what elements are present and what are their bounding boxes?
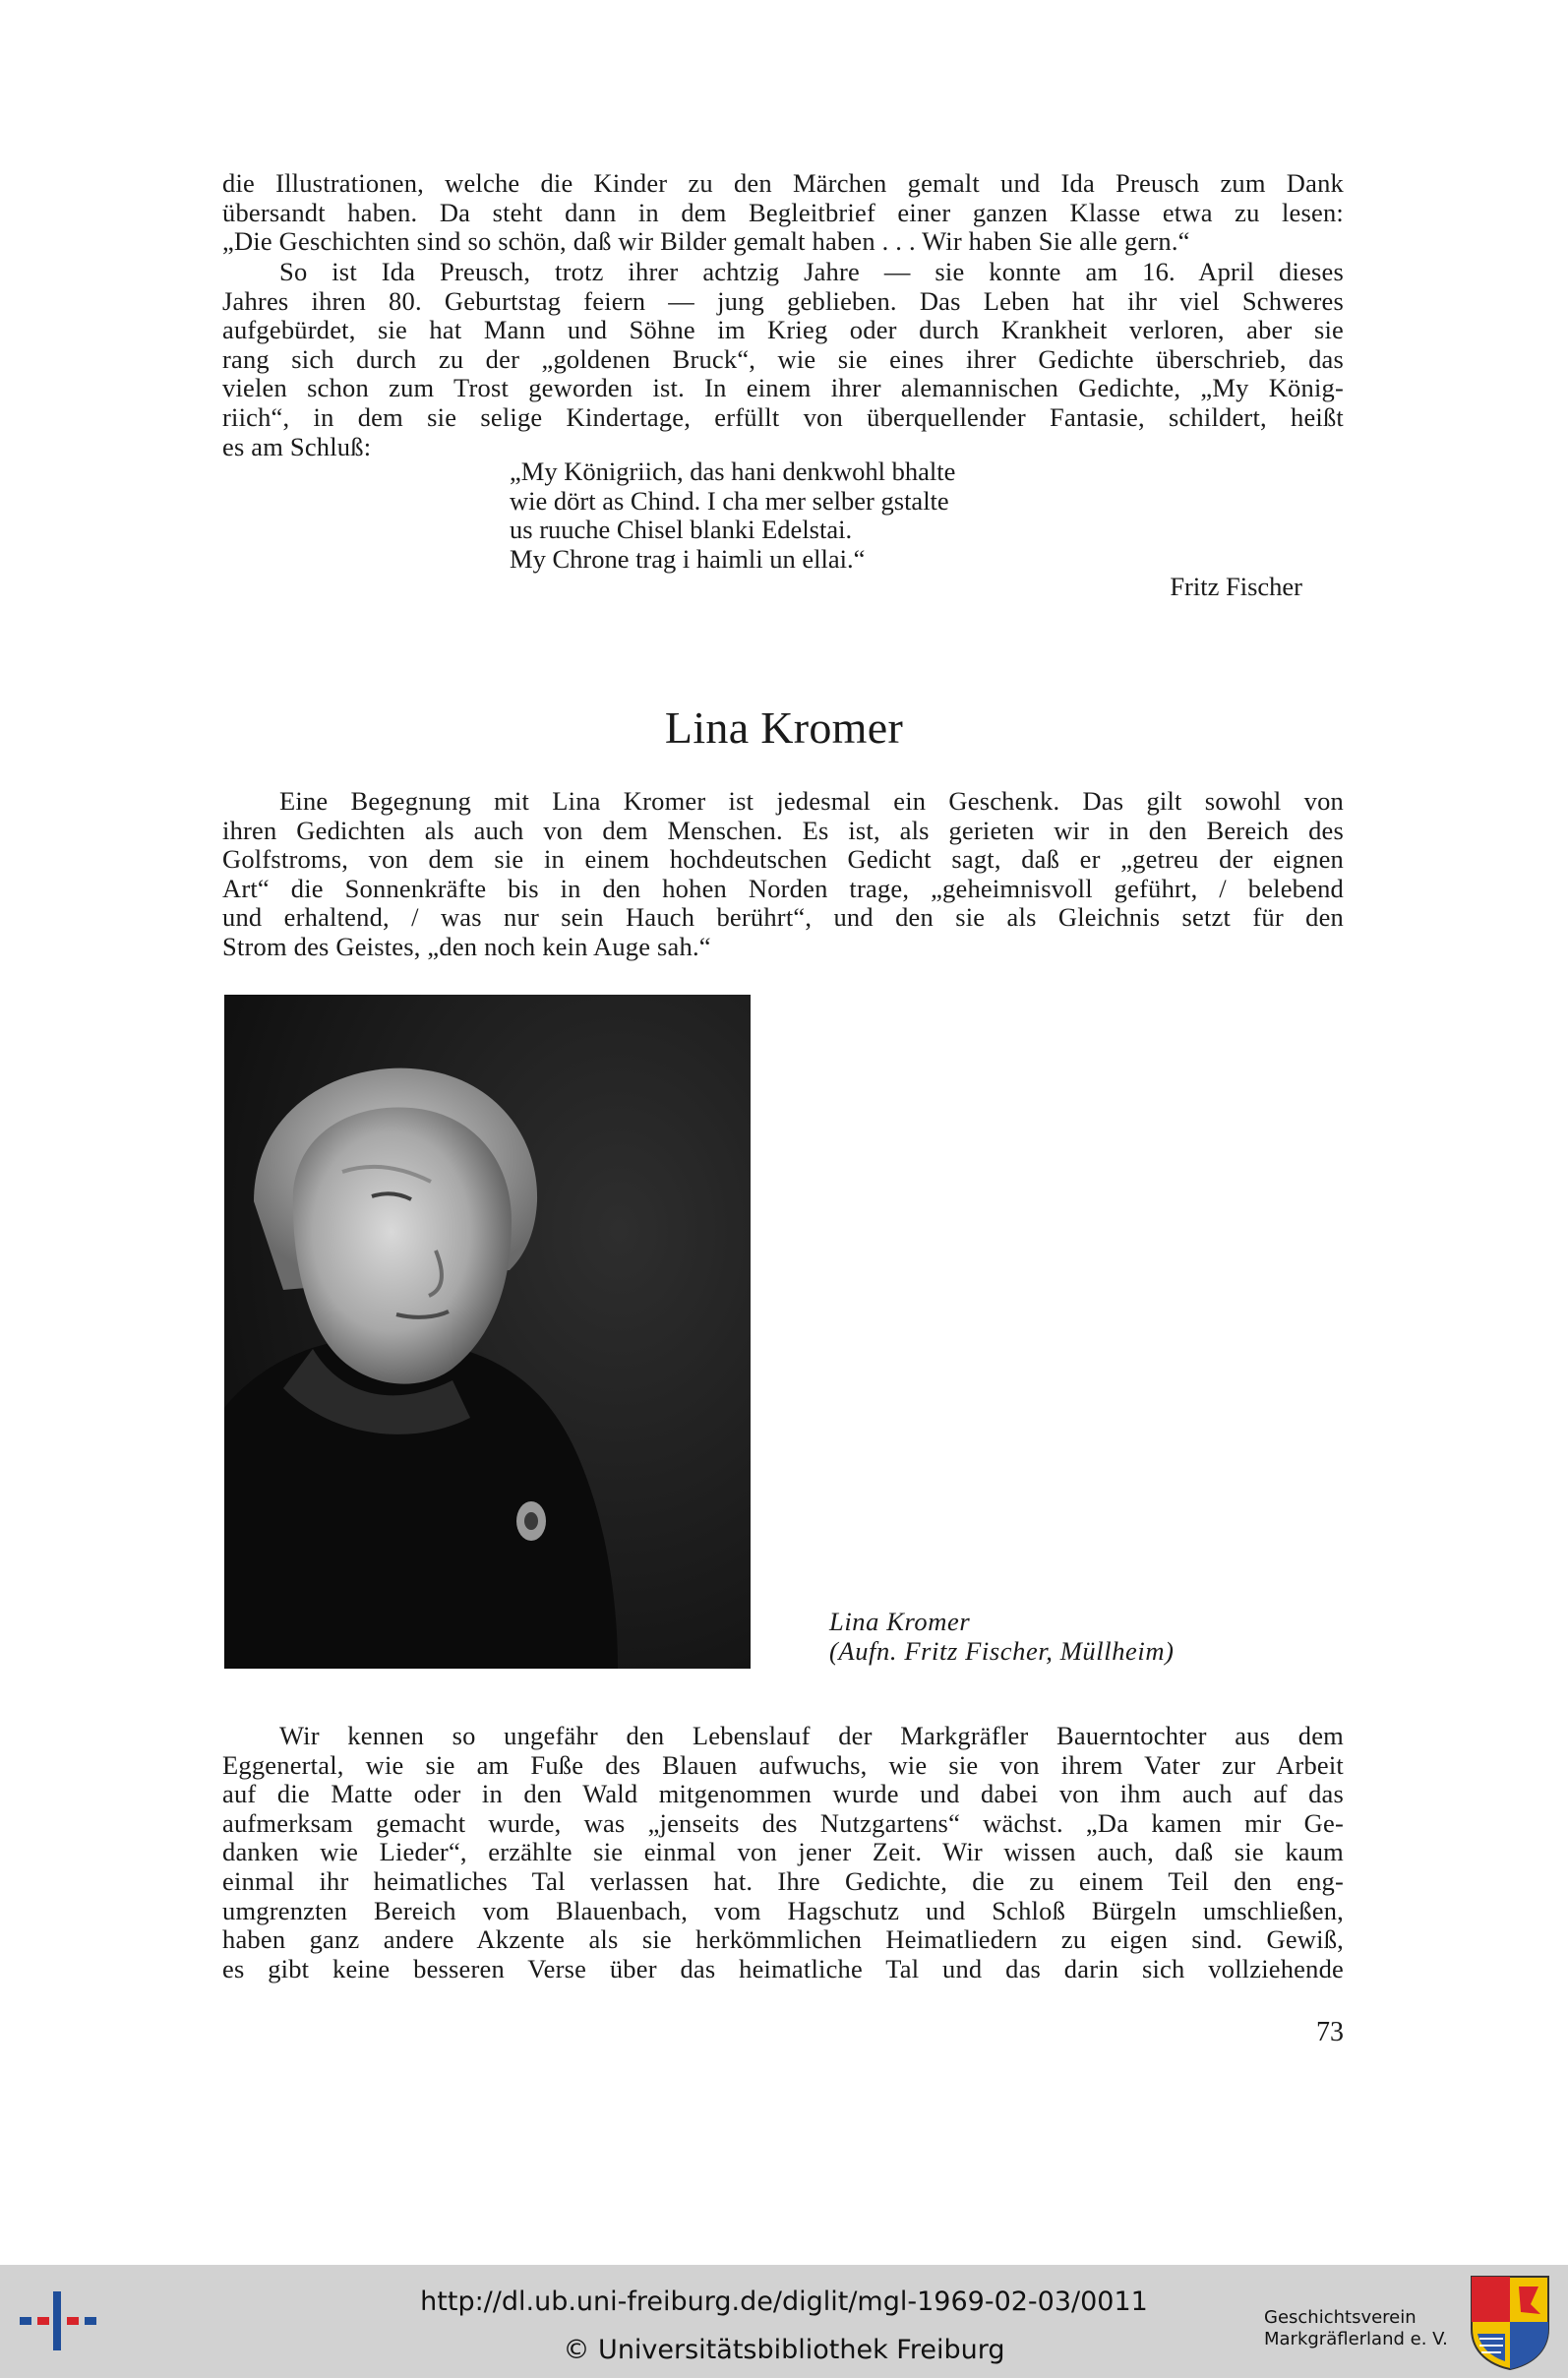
text-line: Strom des Geistes, „den noch kein Auge sah.“ xyxy=(222,931,711,961)
text-line: übersandt haben. Da steht dann in dem Begleitbrief einer ganzen Klasse etwa zu lesen: xyxy=(222,197,1344,227)
text-line: aufgebürdet, sie hat Mann und Söhne im Krieg oder durch Krankheit verloren, aber sie xyxy=(222,315,1344,345)
text-line: aufmerksam gemacht wurde, was „jenseits des Nutzgartens“ wächst. „Da kamen mir Ge- xyxy=(222,1807,1344,1838)
text-line: So ist Ida Preusch, trotz ihrer achtzig Jahre — sie konnte am 16. April dieses xyxy=(279,257,1344,286)
poem-line: „My Königriich, das hani denkwohl bhalte xyxy=(510,457,956,486)
footer-bar xyxy=(0,2265,1568,2378)
paragraph-intro xyxy=(222,787,1344,962)
text-line: Eggenertal, wie sie am Fuße des Blauen aufwuchs, wie sie von ihrem Vater zur Arbeit xyxy=(222,1749,1344,1780)
text-line: einmal ihr heimatliches Tal verlassen hat. Ihre Gedichte, die zu einem Teil den eng- xyxy=(222,1865,1344,1896)
poem-line: us ruuche Chisel blanki Edelstai. xyxy=(510,515,853,545)
paragraph-ida-preusch-birthday xyxy=(222,258,1344,461)
caption-name: Lina Kromer xyxy=(829,1607,971,1636)
text-line: umgrenzten Bereich vom Blauenbach, vom Hagschutz und Schloß Bürgeln umschließen, xyxy=(222,1895,1344,1925)
text-line: auf die Matte oder in den Wald mitgenommen wurde und dabei von ihm auch auf das xyxy=(222,1779,1344,1809)
text-line: haben ganz andere Akzente als sie herkömmlichen Heimatliedern zu eigen sind. Gewiß, xyxy=(222,1924,1344,1955)
text-line: ihren Gedichten als auch von dem Menschen. Es ist, als gerieten wir in den Bereich des xyxy=(222,815,1344,845)
text-line: die Illustrationen, welche die Kinder zu den Märchen gemalt und Ida Preusch zum Dank xyxy=(222,168,1344,198)
text-line: Golfstroms, von dem sie in einem hochdeutschen Gedicht sagt, daß er „getreu der eignen xyxy=(222,844,1344,875)
text-line: Art“ die Sonnenkräfte bis in den hohen Norden trage, „geheimnisvoll geführt, / belebend xyxy=(222,873,1344,903)
caption-credit: (Aufn. Fritz Fischer, Müllheim) xyxy=(829,1636,1175,1666)
text-line: es gibt keine besseren Verse über das heimatliche Tal und das darin sich vollziehende xyxy=(222,1953,1344,1983)
text-line: danken wie Lieder“, erzählte sie einmal von jener Zeit. Wir wissen auch, daß sie kaum xyxy=(222,1837,1344,1867)
association-name-line: Geschichtsverein xyxy=(1264,2307,1417,2328)
text-line: es am Schluß: xyxy=(222,431,372,461)
text-line: Eine Begegnung mit Lina Kromer ist jedesmal ein Geschenk. Das gilt sowohl von xyxy=(279,786,1344,816)
text-line: rang sich durch zu der „goldenen Bruck“, wie sie eines ihrer Gedichte überschrieb, das xyxy=(222,343,1344,374)
portrait-figure xyxy=(224,995,751,1669)
copyright-notice: © Universitätsbibliothek Freiburg xyxy=(563,2335,1005,2365)
text-line: und erhaltend, / was nur sein Hauch berührt“, und den sie als Gleichnis setzt für den xyxy=(222,902,1344,933)
association-name xyxy=(1264,2307,1448,2350)
text-line: Wir kennen so ungefähr den Lebenslauf der Markgräfler Bauerntochter aus dem xyxy=(279,1721,1344,1750)
paragraph-ida-preusch-illustrations xyxy=(222,169,1344,257)
text-line: vielen schon zum Trost geworden ist. In einem ihrer alemannischen Gedichte, „My König- xyxy=(222,373,1344,403)
poem-line: wie dört as Chind. I cha mer selber gstalte xyxy=(510,485,949,516)
association-name-line: Markgräflerland e. V. xyxy=(1264,2329,1448,2349)
poem-line: My Chrone trag i haimli un ellai.“ xyxy=(510,543,866,574)
page-number: 73 xyxy=(1316,2017,1344,2047)
poem-my-koenigriich xyxy=(510,457,955,574)
text-line: Jahres ihren 80. Geburtstag feiern — jung geblieben. Das Leben hat ihr viel Schweres xyxy=(222,285,1344,316)
text-line: riich“, in dem sie selige Kindertage, erfüllt von überquellender Fantasie, schildert, heißt xyxy=(222,401,1344,432)
permalink-url-link[interactable]: http://dl.ub.uni-freiburg.de/diglit/mgl-1969-02-03/0011 xyxy=(420,2287,1148,2317)
paragraph-biography xyxy=(222,1722,1344,1983)
photo-caption xyxy=(829,1607,1175,1666)
author-signature: Fritz Fischer xyxy=(1170,572,1302,601)
article-title: Lina Kromer xyxy=(664,702,904,753)
text-line: „Die Geschichten sind so schön, daß wir Bilder gemalt haben . . . Wir haben Sie alle gern.“ xyxy=(222,226,1190,257)
portrait-photo xyxy=(224,995,751,1669)
coat-of-arms-icon xyxy=(1470,2275,1550,2371)
